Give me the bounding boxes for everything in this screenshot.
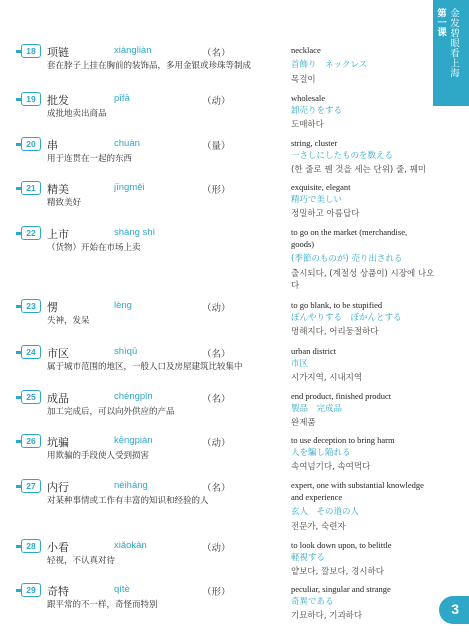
entry-japanese: 一さしにしたものを数える [291, 151, 394, 161]
entry-number-badge: 25 [21, 390, 41, 404]
entry-number-badge: 20 [21, 137, 41, 151]
entry-pinyin: chéngpǐn [114, 391, 153, 402]
entry-word: 批发 [47, 94, 69, 107]
entry-part-of-speech: （形） [202, 587, 231, 598]
entry-number-badge: 22 [21, 226, 41, 240]
entry-number-badge: 28 [21, 539, 41, 553]
entry-word: 成品 [47, 392, 69, 405]
entry-english: exquisite, elegant [291, 182, 351, 192]
entry-word: 内行 [47, 481, 69, 494]
entry-japanese: 製品 完成品 [291, 404, 343, 414]
entry-number-badge: 18 [21, 44, 41, 58]
entry-pinyin: xiàngliàn [114, 45, 152, 56]
entry-definition: 对某种事情或工作有丰富的知识和经验的人 [47, 496, 209, 506]
entry-number-badge: 29 [21, 583, 41, 597]
entry-word: 串 [47, 139, 58, 152]
entry-korean: 멍해지다, 어리둥절하다 [291, 327, 379, 337]
entry-definition: 加工完成后，可以向外供应的产品 [47, 407, 175, 417]
entry-part-of-speech: （名） [202, 48, 231, 59]
entry-english: wholesale [291, 93, 325, 103]
entry-korean: 정밀하고 아름답다 [291, 209, 360, 219]
entry-english: necklace [291, 45, 321, 55]
entry-number-badge: 19 [21, 92, 41, 106]
entry-korean: 시가지역, 시내지역 [291, 373, 363, 383]
entry-english: to go blank, to be stupified [291, 300, 383, 310]
entry-korean: 목걸이 [291, 75, 316, 85]
entry-korean: (한 줄로 꿴 것을 세는 단위) 줄, 꿰미 [291, 165, 426, 175]
entry-part-of-speech: （动） [202, 543, 231, 554]
entry-word: 小看 [47, 541, 69, 554]
entry-definition: 套在脖子上挂在胸前的装饰品，多用金银或珍珠等制成 [47, 61, 252, 71]
entry-japanese: 軽視する [291, 553, 326, 563]
entry-english: peculiar, singular and strange [291, 584, 391, 594]
entry-part-of-speech: （动） [202, 96, 231, 107]
entry-japanese: ぼんやりする ぼかんとする [291, 313, 402, 323]
entry-japanese: (季節のものが) 売り出される [291, 254, 403, 264]
entry-definition: 用欺骗的手段使人受到损害 [47, 451, 150, 461]
entry-pinyin: shìqū [114, 346, 138, 357]
entry-part-of-speech: （动） [202, 303, 231, 314]
entry-japanese: 人を騙し陥れる [291, 448, 351, 458]
entry-definition: 跟平常的不一样，奇怪而特别 [47, 600, 158, 610]
entry-pinyin: lèng [114, 300, 132, 311]
entry-number-badge: 21 [21, 181, 41, 195]
entry-japanese: 奇異である [291, 597, 334, 607]
entry-japanese: 精巧で美しい [291, 195, 343, 205]
entry-english: to go on the market (merchandise, goods) [291, 227, 408, 249]
entry-korean: 얕보다, 깔보다, 경시하다 [291, 567, 384, 577]
entry-english: end product, finished product [291, 391, 392, 401]
entry-japanese: 首飾り ネックレス [291, 60, 368, 70]
entry-definition: 属于城市范围的地区，一般人口及房屋建筑比较集中 [47, 362, 243, 372]
entry-part-of-speech: （量） [202, 141, 231, 152]
entry-korean: 속여넘기다, 속여먹다 [291, 462, 371, 472]
entry-japanese: 市区 [291, 359, 309, 369]
entry-korean: 기묘하다, 기괴하다 [291, 611, 363, 621]
entry-part-of-speech: （名） [202, 394, 231, 405]
entry-pinyin: nèiháng [114, 480, 148, 491]
entry-part-of-speech: （形） [202, 185, 231, 196]
entry-word: 精美 [47, 183, 69, 196]
entry-pinyin: jīngměi [114, 182, 145, 193]
entry-number-badge: 27 [21, 479, 41, 493]
entry-pinyin: pīfā [114, 93, 130, 104]
entry-part-of-speech: （名） [202, 349, 231, 360]
entry-definition: 轻视，不认真对待 [47, 556, 116, 566]
entry-pinyin: qítè [114, 584, 130, 595]
entry-definition: （货物）开始在市场上卖 [47, 243, 141, 253]
entry-number-badge: 26 [21, 434, 41, 448]
lesson-title: 金发碧眼看上海 [448, 8, 459, 78]
entry-pinyin: shàng shì [114, 227, 156, 238]
entry-word: 上市 [47, 228, 69, 241]
entry-word: 项链 [47, 46, 69, 59]
entry-number-badge: 24 [21, 345, 41, 359]
entry-korean: 출시되다, (계절성 상품이) 시장에 나오다 [291, 269, 435, 291]
entry-pinyin: kēngpiàn [114, 435, 153, 446]
entry-pinyin: xiǎokàn [114, 540, 147, 551]
entry-english: to look down upon, to belittle [291, 540, 392, 550]
entry-english: to use deception to bring harm [291, 435, 395, 445]
entry-definition: 精致美好 [47, 198, 82, 208]
entry-english: expert, one with substantial knowledge and experience [291, 480, 424, 502]
entry-korean: 도매하다 [291, 120, 324, 130]
entry-word: 坑骗 [47, 436, 69, 449]
entry-definition: 失神，发呆 [47, 316, 90, 326]
entry-japanese: 卸売りをする [291, 106, 343, 116]
entry-english: string, cluster [291, 138, 338, 148]
lesson-label: 第一课 [435, 8, 446, 37]
entry-korean: 전문가, 숙련자 [291, 522, 346, 532]
entry-pinyin: chuàn [114, 138, 140, 149]
entry-korean: 완제품 [291, 418, 316, 428]
entry-japanese: 玄人 その道の人 [291, 507, 360, 517]
entry-definition: 用于连贯在一起的东西 [47, 154, 133, 164]
entry-word: 愣 [47, 301, 58, 314]
entry-word: 市区 [47, 347, 69, 360]
page-number: 3 [451, 601, 459, 617]
entry-part-of-speech: （名） [202, 483, 231, 494]
entry-number-badge: 23 [21, 299, 41, 313]
entry-english: urban district [291, 346, 337, 356]
entry-word: 奇特 [47, 585, 69, 598]
entry-part-of-speech: （动） [202, 438, 231, 449]
entry-definition: 成批地卖出商品 [47, 109, 107, 119]
